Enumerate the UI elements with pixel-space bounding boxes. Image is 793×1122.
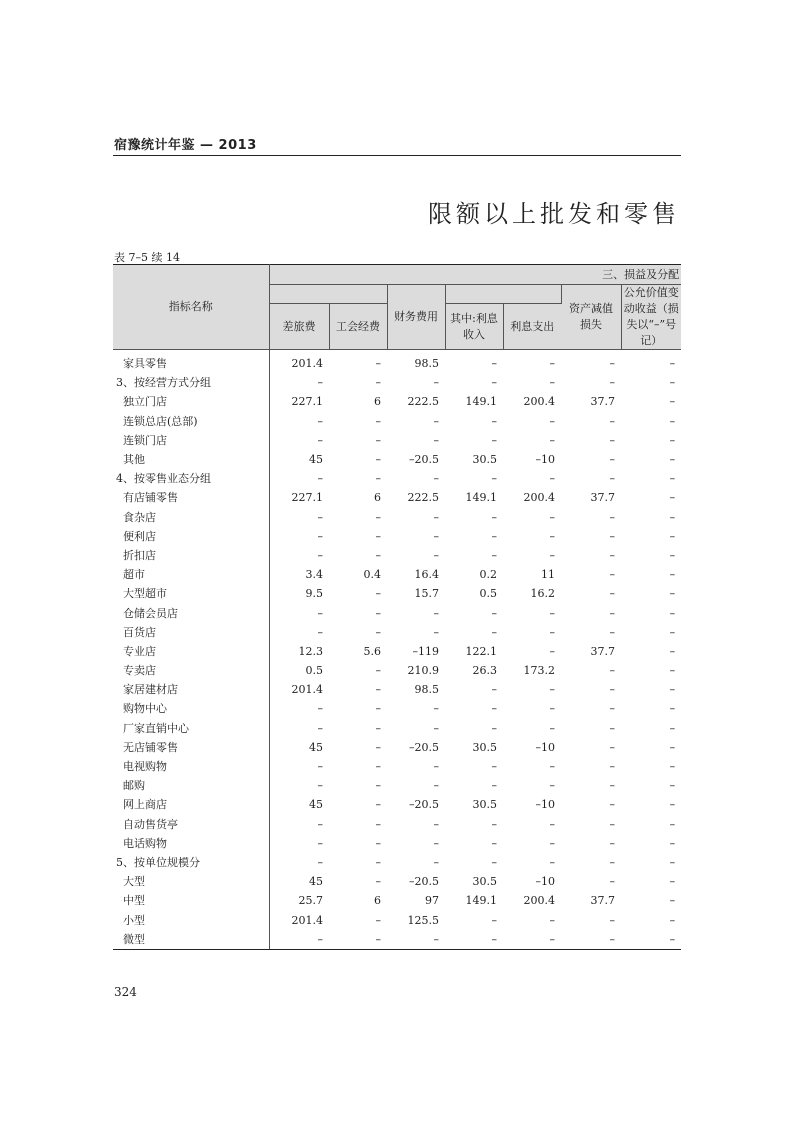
- data-table: [113, 264, 681, 949]
- cell-value: –: [549, 414, 555, 428]
- cell-value: –: [375, 913, 381, 927]
- cell-value: –: [669, 913, 676, 927]
- cell-value: 149.1: [465, 894, 497, 908]
- cell-value: –: [491, 472, 497, 486]
- cell-value: –: [375, 817, 381, 831]
- cell-value: 200.4: [523, 491, 555, 505]
- cell-value: –: [375, 376, 381, 390]
- cell-value: –: [375, 414, 381, 428]
- table-row: [113, 623, 681, 642]
- cell-value: –20.5: [409, 740, 439, 754]
- cell-value: –: [317, 721, 323, 735]
- cell-value: –: [609, 587, 615, 601]
- cell-value: –: [669, 625, 676, 639]
- cell-value: 201.4: [291, 357, 323, 371]
- cell-value: –: [375, 779, 381, 793]
- cell-value: –: [317, 548, 323, 562]
- cell-value: –: [317, 433, 323, 447]
- cell-value: –: [491, 817, 497, 831]
- cell-value: –: [317, 702, 323, 716]
- table-row: [113, 834, 681, 853]
- table-row: [113, 527, 681, 546]
- cell-value: –: [609, 913, 615, 927]
- book-title: 宿豫统计年鉴 — 2013: [114, 138, 257, 153]
- cell-value: 222.5: [407, 395, 439, 409]
- cell-value: –: [669, 855, 676, 869]
- cell-value: –: [669, 683, 676, 697]
- cell-value: –: [609, 664, 615, 678]
- cell-value: –: [609, 472, 615, 486]
- cell-value: 227.1: [291, 395, 323, 409]
- cell-value: –: [549, 433, 555, 447]
- cell-value: –: [375, 548, 381, 562]
- chapter-title: 限额以上批发和零售: [428, 200, 680, 228]
- cell-value: –: [549, 836, 555, 850]
- col-header-4: 其中:利息收入: [445, 304, 503, 350]
- cell-value: –: [669, 740, 676, 754]
- cell-value: 222.5: [407, 491, 439, 505]
- table-row: [113, 757, 681, 776]
- table-bottom-rule: [113, 949, 681, 950]
- cell-value: 37.7: [590, 894, 615, 908]
- cell-value: –: [549, 357, 555, 371]
- cell-value: –: [549, 472, 555, 486]
- col-header-6: 资产减值损失: [561, 285, 621, 350]
- cell-value: 201.4: [291, 683, 323, 697]
- cell-value: 45: [309, 875, 323, 889]
- row-name: 自动售货亭: [113, 815, 269, 834]
- row-name: 连锁总店(总部): [113, 412, 269, 431]
- table-label: 表 7–5 续 14: [114, 251, 180, 264]
- cell-value: –20.5: [409, 798, 439, 812]
- cell-value: –: [609, 625, 615, 639]
- cell-value: –: [375, 932, 381, 946]
- cell-value: –: [609, 453, 615, 467]
- table-row: [113, 853, 681, 872]
- row-name: 购物中心: [113, 699, 269, 718]
- cell-value: –: [669, 357, 676, 371]
- table-row: [113, 930, 681, 949]
- cell-value: –: [549, 932, 555, 946]
- cell-value: 25.7: [298, 894, 323, 908]
- cell-value: –: [375, 740, 381, 754]
- cell-value: –: [609, 740, 615, 754]
- col-header-1: 差旅费: [269, 304, 329, 350]
- table-row: [113, 603, 681, 622]
- cell-value: –: [669, 568, 676, 582]
- cell-value: –: [549, 855, 555, 869]
- cell-value: –: [669, 587, 676, 601]
- data-table-container: [113, 264, 681, 950]
- cell-value: –: [375, 855, 381, 869]
- cell-value: 12.3: [298, 644, 323, 658]
- row-name: 百货店: [113, 623, 269, 642]
- cell-value: –20.5: [409, 875, 439, 889]
- cell-value: –: [491, 625, 497, 639]
- cell-value: –: [609, 510, 615, 524]
- cell-value: –: [317, 855, 323, 869]
- cell-value: –: [375, 529, 381, 543]
- row-name: 专卖店: [113, 661, 269, 680]
- cell-value: –: [549, 702, 555, 716]
- cell-value: –: [669, 721, 676, 735]
- cell-value: –: [433, 433, 439, 447]
- table-row: [113, 642, 681, 661]
- cell-value: –: [491, 510, 497, 524]
- cell-value: –: [609, 376, 615, 390]
- cell-value: –: [669, 875, 676, 889]
- cell-value: –20.5: [409, 453, 439, 467]
- cell-value: 37.7: [590, 491, 615, 505]
- cell-value: –: [549, 644, 555, 658]
- row-name: 独立门店: [113, 392, 269, 411]
- cell-value: –119: [412, 644, 439, 658]
- cell-value: 227.1: [291, 491, 323, 505]
- table-row: [113, 450, 681, 469]
- cell-value: –: [609, 932, 615, 946]
- table-row: [113, 719, 681, 738]
- cell-value: –: [669, 414, 676, 428]
- cell-value: –: [433, 606, 439, 620]
- cell-value: 6: [374, 894, 381, 908]
- cell-value: 30.5: [472, 740, 497, 754]
- cell-value: –: [375, 510, 381, 524]
- cell-value: –: [491, 836, 497, 850]
- table-row: [113, 776, 681, 795]
- table-row: [113, 431, 681, 450]
- cell-value: 30.5: [472, 875, 497, 889]
- table-row: [113, 392, 681, 411]
- cell-value: –: [669, 453, 676, 467]
- cell-value: –: [669, 894, 676, 908]
- cell-value: 30.5: [472, 798, 497, 812]
- cell-value: 16.2: [530, 587, 555, 601]
- cell-value: –: [609, 798, 615, 812]
- cell-value: 45: [309, 453, 323, 467]
- cell-value: 98.5: [414, 683, 439, 697]
- cell-value: –: [375, 664, 381, 678]
- page-number: 324: [114, 985, 137, 999]
- table-row: [113, 661, 681, 680]
- cell-value: 210.9: [407, 664, 439, 678]
- row-name: 便利店: [113, 527, 269, 546]
- cell-value: 200.4: [523, 894, 555, 908]
- cell-value: –: [491, 548, 497, 562]
- cell-value: 0.5: [479, 587, 497, 601]
- row-name: 超市: [113, 565, 269, 584]
- cell-value: –: [491, 760, 497, 774]
- cell-value: –: [317, 414, 323, 428]
- cell-value: 0.2: [479, 568, 497, 582]
- table-row: [113, 738, 681, 757]
- cell-value: 9.5: [305, 587, 323, 601]
- cell-value: –: [669, 529, 676, 543]
- cell-value: –: [669, 606, 676, 620]
- cell-value: –: [549, 683, 555, 697]
- cell-value: –: [491, 779, 497, 793]
- cell-value: –: [491, 357, 497, 371]
- cell-value: –: [609, 683, 615, 697]
- cell-value: –: [317, 817, 323, 831]
- row-name: 小型: [113, 910, 269, 929]
- cell-value: –: [669, 491, 676, 505]
- table-row: [113, 680, 681, 699]
- cell-value: –: [669, 798, 676, 812]
- cell-value: –: [609, 548, 615, 562]
- cell-value: –: [317, 836, 323, 850]
- col-header-5: 利息支出: [503, 304, 561, 350]
- cell-value: –: [375, 702, 381, 716]
- row-name: 5、按单位规模分: [113, 853, 269, 872]
- cell-value: 11: [541, 568, 555, 582]
- cell-value: –: [491, 702, 497, 716]
- cell-value: –: [549, 817, 555, 831]
- cell-value: –: [669, 433, 676, 447]
- cell-value: –: [375, 472, 381, 486]
- cell-value: –: [375, 433, 381, 447]
- cell-value: –: [317, 779, 323, 793]
- table-row: [113, 508, 681, 527]
- cell-value: –: [609, 817, 615, 831]
- cell-value: –: [317, 760, 323, 774]
- cell-value: –: [609, 855, 615, 869]
- table-row: [113, 795, 681, 814]
- cell-value: 45: [309, 740, 323, 754]
- cell-value: –: [433, 548, 439, 562]
- table-body: [113, 350, 681, 949]
- name-column-header: 指标名称: [113, 265, 269, 350]
- cell-value: –: [375, 625, 381, 639]
- cell-value: –: [491, 606, 497, 620]
- row-name: 家具零售: [113, 350, 269, 374]
- cell-value: –: [433, 779, 439, 793]
- cell-value: –: [375, 875, 381, 889]
- cell-value: –: [669, 472, 676, 486]
- row-name: 网上商店: [113, 795, 269, 814]
- cell-value: –: [375, 836, 381, 850]
- cell-value: –: [609, 702, 615, 716]
- cell-value: –10: [535, 798, 555, 812]
- cell-value: –: [491, 529, 497, 543]
- col-header-2: 工会经费: [329, 304, 387, 350]
- header-rule: [113, 155, 681, 156]
- cell-value: –: [375, 683, 381, 697]
- cell-value: –: [609, 357, 615, 371]
- cell-value: –: [669, 817, 676, 831]
- cell-value: –: [433, 510, 439, 524]
- table-row: [113, 565, 681, 584]
- cell-value: 5.6: [363, 644, 381, 658]
- cell-value: –: [491, 414, 497, 428]
- cell-value: –: [669, 664, 676, 678]
- cell-value: –: [669, 644, 676, 658]
- cell-value: –: [609, 836, 615, 850]
- cell-value: –: [491, 433, 497, 447]
- table-row: [113, 891, 681, 910]
- cell-value: –: [491, 913, 497, 927]
- table-row: [113, 373, 681, 392]
- row-name: 连锁门店: [113, 431, 269, 450]
- row-name: 大型超市: [113, 584, 269, 603]
- table-row: [113, 350, 681, 374]
- cell-value: –: [549, 376, 555, 390]
- cell-value: 201.4: [291, 913, 323, 927]
- cell-value: 3.4: [305, 568, 323, 582]
- row-name: 家居建材店: [113, 680, 269, 699]
- cell-value: 0.5: [305, 664, 323, 678]
- cell-value: 26.3: [472, 664, 497, 678]
- cell-value: 16.4: [414, 568, 439, 582]
- cell-value: –: [609, 875, 615, 889]
- cell-value: –: [375, 721, 381, 735]
- table-row: [113, 412, 681, 431]
- cell-value: 149.1: [465, 395, 497, 409]
- row-name: 厂家直销中心: [113, 719, 269, 738]
- cell-value: –: [433, 414, 439, 428]
- cell-value: –: [375, 587, 381, 601]
- row-name: 3、按经营方式分组: [113, 373, 269, 392]
- cell-value: –: [317, 376, 323, 390]
- cell-value: –: [491, 683, 497, 697]
- cell-value: 15.7: [414, 587, 439, 601]
- cell-value: –: [549, 721, 555, 735]
- cell-value: –: [549, 779, 555, 793]
- cell-value: –: [375, 453, 381, 467]
- cell-value: 30.5: [472, 453, 497, 467]
- row-name: 仓储会员店: [113, 603, 269, 622]
- table-row: [113, 469, 681, 488]
- cell-value: –: [609, 568, 615, 582]
- cell-value: –10: [535, 740, 555, 754]
- cell-value: –: [549, 760, 555, 774]
- cell-value: –: [669, 702, 676, 716]
- cell-value: 37.7: [590, 395, 615, 409]
- cell-value: –: [609, 606, 615, 620]
- cell-value: –: [317, 510, 323, 524]
- cell-value: 200.4: [523, 395, 555, 409]
- row-name: 电话购物: [113, 834, 269, 853]
- group-header-blank: [269, 285, 387, 304]
- cell-value: –: [609, 779, 615, 793]
- cell-value: –: [317, 932, 323, 946]
- row-name: 食杂店: [113, 508, 269, 527]
- group-header-blank-2: [445, 285, 561, 304]
- cell-value: 97: [425, 894, 439, 908]
- cell-value: –: [433, 529, 439, 543]
- cell-value: –: [609, 529, 615, 543]
- cell-value: –: [433, 817, 439, 831]
- cell-value: –: [669, 376, 676, 390]
- cell-value: 173.2: [523, 664, 555, 678]
- table-row: [113, 584, 681, 603]
- cell-value: 98.5: [414, 357, 439, 371]
- cell-value: –: [491, 855, 497, 869]
- table-row: [113, 546, 681, 565]
- cell-value: –: [317, 529, 323, 543]
- cell-value: –: [433, 625, 439, 639]
- cell-value: –: [317, 606, 323, 620]
- cell-value: –: [549, 625, 555, 639]
- cell-value: –: [549, 606, 555, 620]
- cell-value: –: [317, 625, 323, 639]
- col-header-3: 财务费用: [387, 285, 445, 350]
- cell-value: –: [549, 913, 555, 927]
- table-row: [113, 910, 681, 929]
- table-row: [113, 699, 681, 718]
- row-name: 大型: [113, 872, 269, 891]
- cell-value: –: [609, 760, 615, 774]
- row-name: 微型: [113, 930, 269, 949]
- cell-value: –: [491, 376, 497, 390]
- section-header: 三、损益及分配: [269, 265, 681, 285]
- row-name: 中型: [113, 891, 269, 910]
- cell-value: 6: [374, 395, 381, 409]
- cell-value: –: [609, 433, 615, 447]
- cell-value: –: [375, 357, 381, 371]
- row-name: 有店铺零售: [113, 488, 269, 507]
- cell-value: 125.5: [407, 913, 439, 927]
- cell-value: –: [609, 414, 615, 428]
- cell-value: –: [433, 472, 439, 486]
- cell-value: –: [549, 548, 555, 562]
- cell-value: –: [669, 395, 676, 409]
- cell-value: –: [669, 779, 676, 793]
- cell-value: –: [433, 760, 439, 774]
- cell-value: 37.7: [590, 644, 615, 658]
- cell-value: –: [549, 510, 555, 524]
- table-row: [113, 488, 681, 507]
- cell-value: –: [433, 836, 439, 850]
- cell-value: –: [433, 702, 439, 716]
- cell-value: –: [433, 932, 439, 946]
- cell-value: –: [433, 376, 439, 390]
- cell-value: –: [491, 721, 497, 735]
- table-row: [113, 815, 681, 834]
- cell-value: –10: [535, 875, 555, 889]
- row-name: 专业店: [113, 642, 269, 661]
- cell-value: 149.1: [465, 491, 497, 505]
- cell-value: –: [491, 932, 497, 946]
- cell-value: –: [433, 855, 439, 869]
- table-row: [113, 872, 681, 891]
- row-name: 电视购物: [113, 757, 269, 776]
- col-header-7: 公允价值变动收益（损失以“–”号记）: [621, 285, 681, 350]
- cell-value: –: [317, 472, 323, 486]
- cell-value: –: [669, 760, 676, 774]
- cell-value: –10: [535, 453, 555, 467]
- cell-value: –: [669, 836, 676, 850]
- cell-value: –: [549, 529, 555, 543]
- cell-value: –: [433, 721, 439, 735]
- cell-value: –: [669, 932, 676, 946]
- cell-value: 122.1: [465, 644, 497, 658]
- cell-value: –: [669, 510, 676, 524]
- cell-value: 0.4: [363, 568, 381, 582]
- row-name: 其他: [113, 450, 269, 469]
- cell-value: –: [375, 606, 381, 620]
- row-name: 4、按零售业态分组: [113, 469, 269, 488]
- cell-value: –: [375, 760, 381, 774]
- cell-value: 6: [374, 491, 381, 505]
- row-name: 邮购: [113, 776, 269, 795]
- cell-value: –: [609, 721, 615, 735]
- cell-value: 45: [309, 798, 323, 812]
- cell-value: –: [669, 548, 676, 562]
- row-name: 无店铺零售: [113, 738, 269, 757]
- row-name: 折扣店: [113, 546, 269, 565]
- cell-value: –: [375, 798, 381, 812]
